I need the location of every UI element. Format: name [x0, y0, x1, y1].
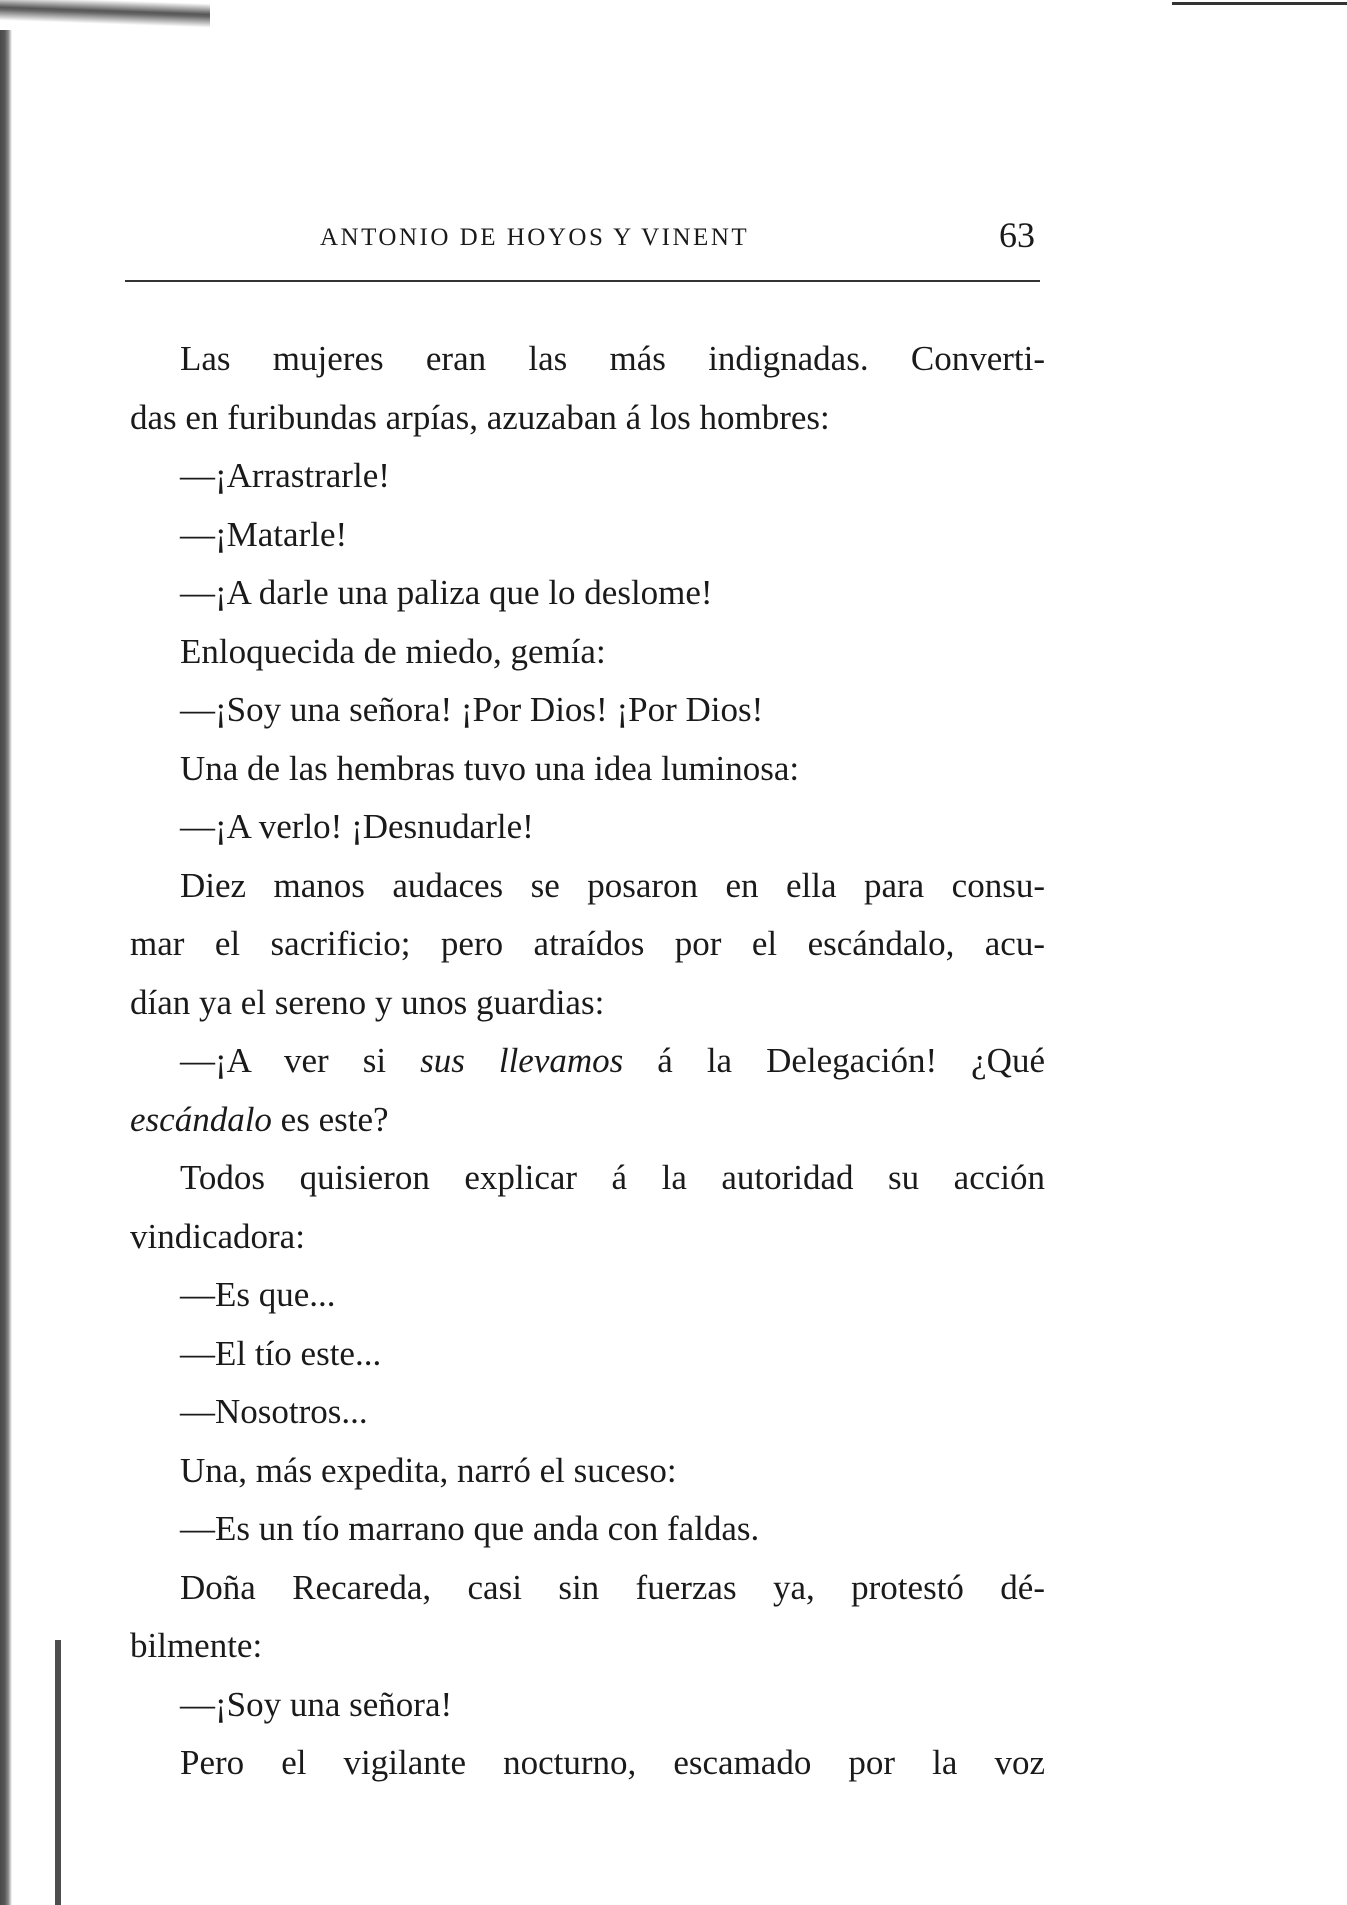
dialogue-text: á la Delegación! ¿Qué	[623, 1041, 1045, 1080]
dialogue-line: —¡Matarle!	[180, 514, 348, 554]
paragraph-line: dían ya el sereno y unos guardias:	[130, 982, 605, 1022]
dialogue-line: —Nosotros...	[180, 1392, 368, 1431]
dialogue-text: es este?	[271, 1099, 389, 1139]
italic-text: escándalo	[130, 1099, 272, 1139]
paragraph-line: bilmente:	[130, 1626, 263, 1665]
dialogue-line: —¡Soy una señora! ¡Por Dios! ¡Por Dios!	[180, 690, 764, 729]
paragraph-line: das en furibundas arpías, azuzaban á los hombres:	[130, 397, 830, 437]
dialogue-line: —El tío este...	[180, 1333, 382, 1373]
scan-smudge-top	[0, 0, 210, 28]
dialogue-line: —¡Soy una señora!	[180, 1684, 453, 1724]
dialogue-line: —Es un tío marrano que anda con faldas.	[180, 1509, 760, 1548]
paragraph-line: Pero el vigilante nocturno, escamado por la voz	[180, 1743, 1045, 1782]
scan-edge-line	[1172, 2, 1347, 5]
paragraph-line: Enloquecida de miedo, gemía:	[180, 631, 606, 671]
dialogue-text: —¡A ver si	[180, 1041, 421, 1080]
page-body	[130, 330, 1045, 1793]
paragraph-line: Todos quisieron explicar á la autoridad su acción	[180, 1158, 1045, 1197]
page-number: 63	[999, 215, 1035, 255]
dialogue-line: —¡A darle una paliza que lo deslome!	[180, 573, 713, 612]
dialogue-line	[130, 1091, 1045, 1150]
running-header	[125, 212, 1040, 262]
book-binding-edge	[0, 30, 12, 1905]
italic-text: sus llevamos	[420, 1041, 624, 1080]
dialogue-line: —Es que...	[180, 1275, 336, 1314]
paragraph-line: Diez manos audaces se posaron en ella para consu-	[180, 865, 1045, 905]
header-rule	[125, 280, 1040, 282]
paragraph-line: Doña Recareda, casi sin fuerzas ya, protestó dé-	[180, 1567, 1045, 1607]
paragraph-line: Las mujeres eran las más indignadas. Converti-	[180, 339, 1045, 378]
running-title: ANTONIO DE HOYOS Y VINENT	[320, 224, 750, 251]
paragraph-line: Una, más expedita, narró el suceso:	[180, 1450, 677, 1490]
book-binding-shadow	[55, 1640, 61, 1905]
paragraph-line: mar el sacrificio; pero atraídos por el escándalo, acu-	[130, 924, 1045, 963]
paragraph-line: Una de las hembras tuvo una idea luminosa:	[180, 748, 800, 788]
paragraph-line: vindicadora:	[130, 1216, 305, 1256]
dialogue-line	[130, 1032, 1045, 1091]
dialogue-line: —¡Arrastrarle!	[180, 456, 390, 495]
dialogue-line: —¡A verlo! ¡Desnudarle!	[180, 807, 534, 846]
